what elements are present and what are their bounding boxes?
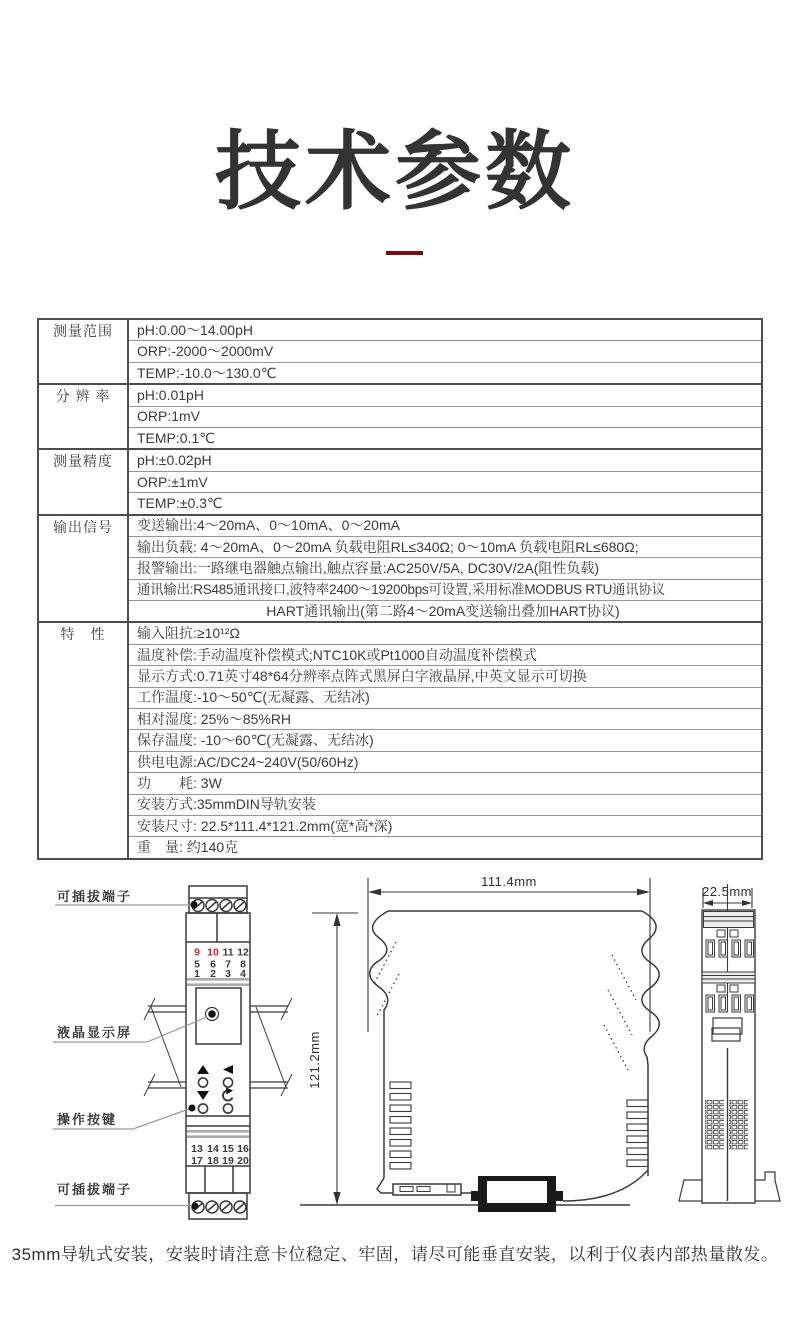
terminal-number: 3 [225, 967, 231, 980]
terminal-number: 15 [222, 1143, 234, 1155]
table-row [38, 687, 762, 708]
spec-cell: TEMP:-10.0～130.0℃ [128, 362, 762, 384]
spec-cell: 报警输出:一路继电器触点输出,触点容量:AC250V/5A, DC30V/2A(阻性负载) [128, 558, 762, 579]
spec-table [37, 318, 763, 860]
label-terminal-bottom: 可插拔端子 [57, 1182, 133, 1197]
leader-lines [53, 905, 207, 1206]
terminal-number: 2 [210, 967, 216, 980]
table-row [38, 471, 762, 492]
spec-group-label: 分 辨 率 [38, 384, 128, 449]
table-row [38, 406, 762, 427]
terminal-number: 9 [194, 946, 200, 959]
terminal-number: 11 [222, 946, 234, 959]
spec-cell: HART通讯输出(第二路4～20mA变送输出叠加HART协议) [128, 601, 762, 623]
spec-cell: 相对湿度: 25%～85%RH [128, 709, 762, 730]
table-row [38, 730, 762, 751]
spec-cell: TEMP:±0.3℃ [128, 493, 762, 515]
spec-cell: 显示方式:0.71英寸48*64分辨率点阵式黑屏白字液晶屏,中英文显示可切换 [128, 666, 762, 687]
up-button [198, 1078, 207, 1087]
label-lcd: 液晶显示屏 [57, 1025, 133, 1040]
table-row [38, 427, 762, 449]
left-arrow-icon [223, 1065, 233, 1074]
spec-cell: 输入阻抗:≥10¹²Ω [128, 622, 762, 644]
table-row [38, 751, 762, 772]
spec-cell: ORP:1mV [128, 406, 762, 427]
table-row [38, 341, 762, 362]
table-row [38, 815, 762, 836]
spec-cell: ORP:-2000～2000mV [128, 341, 762, 362]
terminal-block-top [189, 886, 247, 913]
terminal-number: 17 [191, 1155, 203, 1167]
terminal-number: 10 [207, 946, 219, 959]
spec-cell: 变送输出:4～20mA、0～10mA、0～20mA [128, 515, 762, 537]
spec-cell: ORP:±1mV [128, 471, 762, 492]
page-title: 技术参数 [215, 124, 575, 220]
spec-group-label: 特 性 [38, 622, 128, 858]
terminal-number: 13 [191, 1143, 203, 1155]
label-buttons: 操作按键 [57, 1112, 118, 1127]
terminal-number: 7 [225, 958, 231, 971]
operation-buttons [197, 1065, 233, 1113]
left-button [223, 1078, 232, 1087]
spec-cell: 工作温度:-10～50℃(无凝露、无结冰) [128, 687, 762, 708]
terminal-number: 16 [237, 1143, 249, 1155]
table-row [38, 493, 762, 515]
terminal-number: 1 [194, 967, 200, 980]
down-arrow-icon [197, 1091, 209, 1100]
enter-button [223, 1104, 232, 1113]
end-view-drawing [679, 884, 780, 1203]
terminal-number: 6 [210, 958, 216, 971]
spec-cell: pH:0.00～14.00pH [128, 319, 762, 341]
installation-note: 35mm导轨式安装，安装时请注意卡位稳定、牢固，请尽可能垂直安装，以利于仪表内部热量散发。 [11, 1245, 779, 1264]
table-row [38, 515, 762, 537]
table-row [38, 709, 762, 730]
up-arrow-icon [197, 1065, 209, 1074]
front-view-drawing [53, 886, 292, 1219]
label-terminal-top: 可插拔端子 [57, 889, 133, 904]
spec-cell: 安装方式:35mmDIN导轨安装 [128, 794, 762, 815]
table-row [38, 558, 762, 579]
spec-cell: 重 量: 约140克 [128, 837, 762, 859]
table-row [38, 773, 762, 794]
installation-diagrams [0, 860, 790, 1235]
table-row [38, 837, 762, 859]
spec-cell: 输出负载: 4～20mA、0～20mA 负载电阻RL≤340Ω; 0～10mA 负载电阻RL≤680Ω; [128, 536, 762, 557]
terminal-number: 19 [222, 1155, 234, 1167]
table-row [38, 666, 762, 687]
vent-slots [390, 1082, 648, 1169]
terminal-number: 18 [207, 1155, 219, 1167]
terminal-number: 20 [237, 1155, 249, 1167]
spec-cell: 安装尺寸: 22.5*111.4*121.2mm(宽*高*深) [128, 815, 762, 836]
spec-group-label: 测量范围 [38, 319, 128, 384]
hatch-dots [374, 942, 636, 1070]
down-button [198, 1104, 207, 1113]
spec-cell: 功 耗: 3W [128, 773, 762, 794]
table-row [38, 601, 762, 623]
table-row [38, 579, 762, 600]
table-row [38, 622, 762, 644]
spec-cell: pH:0.01pH [128, 384, 762, 406]
dimension-height: 121.2mm [307, 1031, 322, 1089]
table-row [38, 794, 762, 815]
title-underline-accent [386, 251, 423, 255]
terminal-number: 8 [240, 958, 246, 971]
din-rail-profile [471, 1176, 563, 1212]
spec-group-label: 输出信号 [38, 515, 128, 623]
terminal-number: 5 [194, 958, 200, 971]
spec-cell: 温度补偿:手动温度补偿模式;NTC10K或Pt1000自动温度补偿模式 [128, 644, 762, 665]
spec-cell: pH:±0.02pH [128, 449, 762, 471]
spec-group-label: 测量精度 [38, 449, 128, 514]
table-row [38, 449, 762, 471]
spec-cell: 通讯输出:RS485通讯接口,波特率2400～19200bps可设置,采用标准MODBUS RTU通讯协议 [128, 579, 762, 600]
dimension-width: 22.5mm [702, 884, 752, 899]
table-row [38, 536, 762, 557]
terminal-number: 12 [237, 946, 249, 959]
terminal-number: 4 [240, 967, 246, 980]
spec-cell: 供电电源:AC/DC24~240V(50/60Hz) [128, 751, 762, 772]
table-row [38, 319, 762, 341]
table-row [38, 384, 762, 406]
din-rail [679, 1172, 780, 1201]
dimension-lines [300, 878, 650, 1205]
spec-cell: 保存温度: -10～60℃(无凝露、无结冰) [128, 730, 762, 751]
terminal-number: 14 [207, 1143, 219, 1155]
spec-cell: TEMP:0.1℃ [128, 427, 762, 449]
dimension-depth: 111.4mm [481, 874, 537, 889]
side-view-drawing [300, 878, 659, 1212]
table-row [38, 644, 762, 665]
table-row [38, 362, 762, 384]
